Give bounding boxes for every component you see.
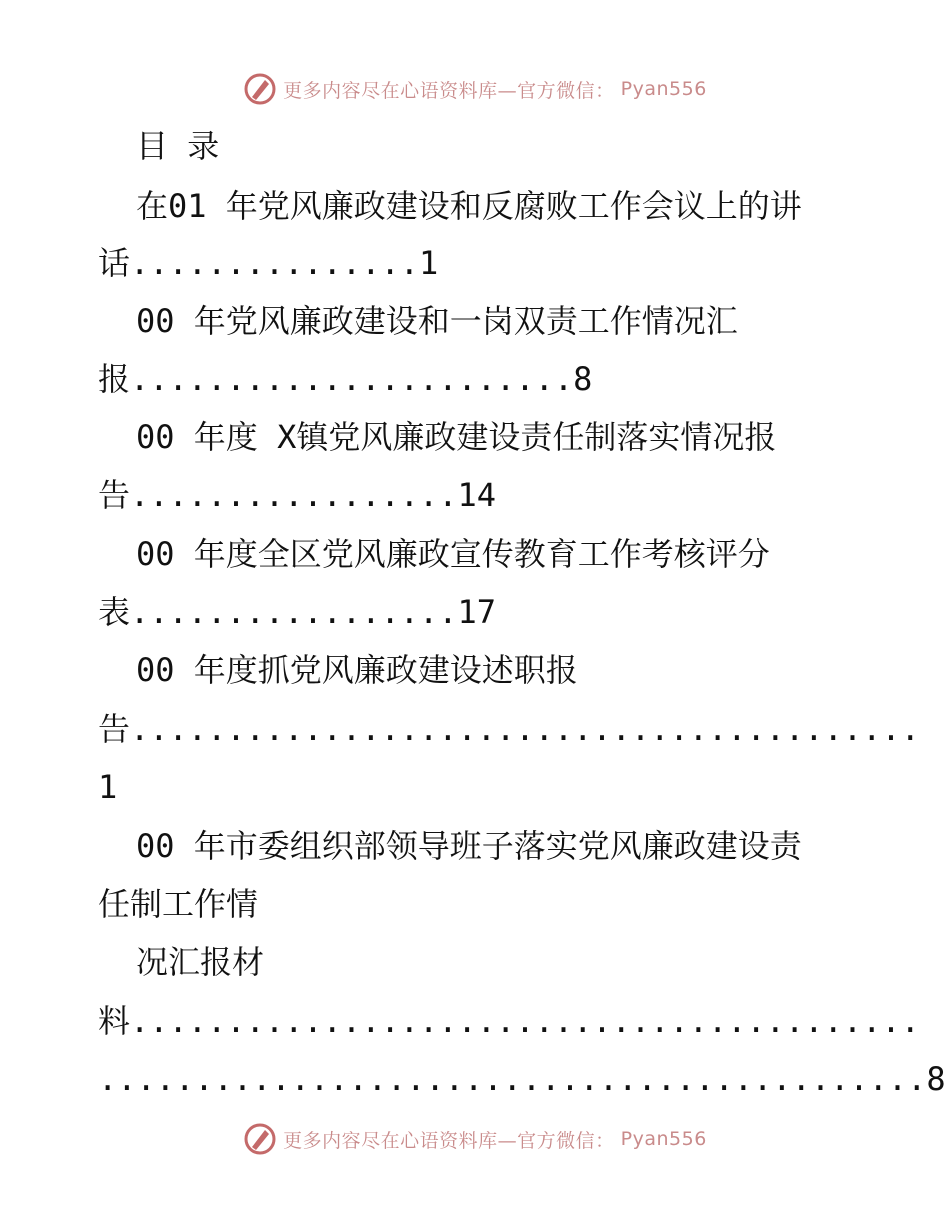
pen-logo-icon: [243, 1122, 277, 1156]
toc-line: 话...............1: [98, 244, 439, 282]
toc-line: 00 年度 X镇党风廉政建设责任制落实情况报: [136, 418, 777, 456]
toc-line: 任制工作情: [98, 885, 259, 923]
toc-line: 报.......................8: [98, 360, 593, 398]
toc-line: 表.................17: [98, 593, 497, 631]
toc-line: 告.................14: [98, 476, 497, 514]
watermark-handle: Pyan556: [620, 78, 707, 100]
toc-line: ...........................................8: [98, 1060, 946, 1098]
watermark-handle: Pyan556: [620, 1128, 707, 1150]
toc-line: 1: [98, 768, 118, 806]
pen-logo-icon: [243, 72, 277, 106]
toc-line: 00 年市委组织部领导班子落实党风廉政建设责: [136, 827, 802, 865]
toc-line: 料.........................................: [98, 1002, 920, 1040]
toc-heading: 目 录: [136, 127, 220, 165]
watermark-text: 更多内容尽在心语资料库—官方微信：: [283, 1129, 615, 1152]
toc-line: 在01 年党风廉政建设和反腐败工作会议上的讲: [136, 187, 802, 225]
toc-line: 00 年度全区党风廉政宣传教育工作考核评分: [136, 535, 770, 573]
toc-line: 00 年度抓党风廉政建设述职报: [136, 651, 578, 689]
toc-line: 00 年党风廉政建设和一岗双责工作情况汇: [136, 302, 738, 340]
toc-line: 况汇报材: [136, 943, 265, 981]
watermark-footer: [0, 1122, 950, 1156]
toc-line: 告.........................................: [98, 710, 920, 748]
watermark-header: [0, 72, 950, 106]
watermark-text: 更多内容尽在心语资料库—官方微信：: [283, 79, 615, 102]
